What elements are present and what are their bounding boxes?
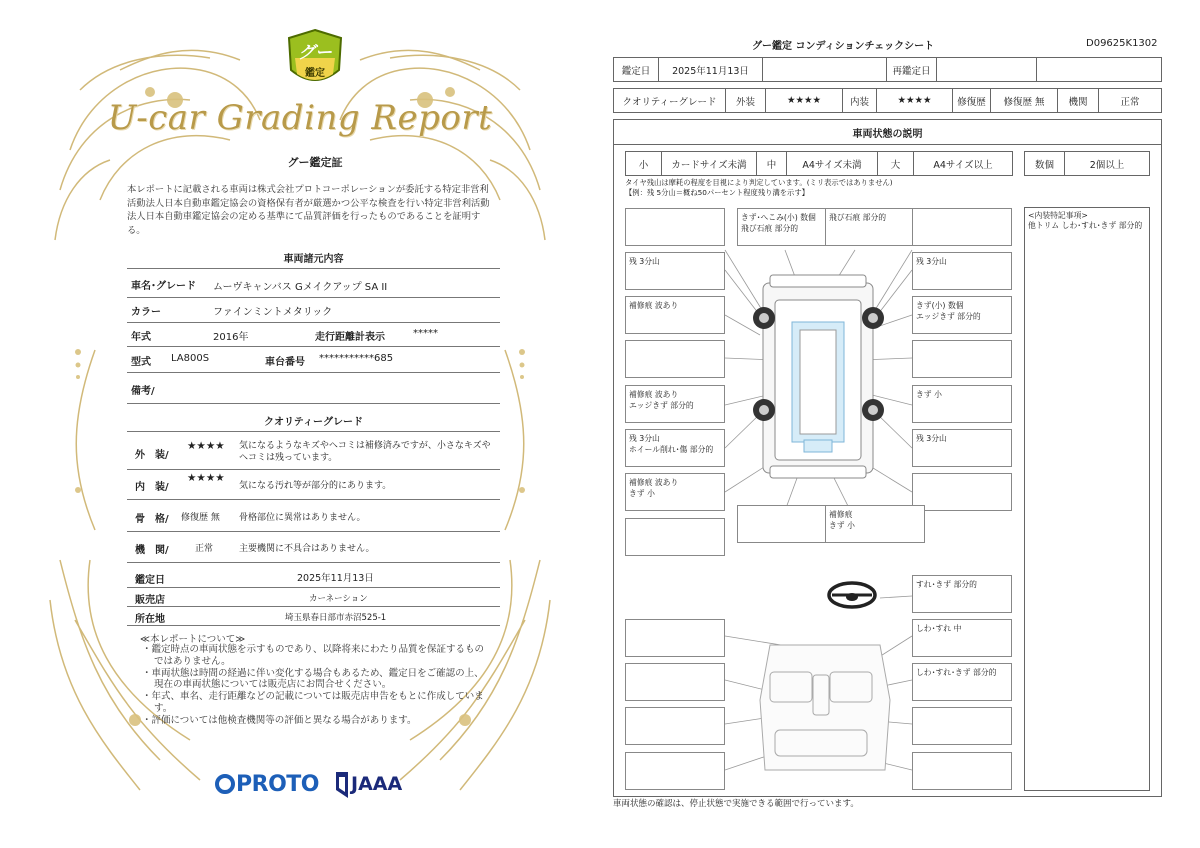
- grade-label: クオリティーグレード: [614, 89, 726, 112]
- note-item: ・年式、車名、走行距離などの記載については販売店申告をもとに作成しています。: [142, 691, 484, 714]
- note-line: エッジきず 部分的: [629, 401, 694, 410]
- note-box: [625, 752, 725, 790]
- model-value: LA800S: [171, 353, 210, 364]
- note-box-dash: [912, 619, 1012, 657]
- note-line: 残 3分山: [629, 257, 660, 266]
- engine-desc: 主要機関に不具合はありません。: [239, 544, 375, 554]
- note-item: ・評価については他検査機関等の評価と異なる場合があります。: [142, 714, 417, 726]
- note-line: しわ･すれ･きず 部分的: [916, 668, 997, 677]
- note-line: 補修痕 波あり: [629, 301, 679, 310]
- frame-desc: 骨格部位に異常はありません。: [239, 513, 366, 523]
- note-box: [912, 208, 1012, 246]
- engine-label: 機関: [1058, 89, 1099, 112]
- interior-stars: ★★★★: [187, 472, 225, 484]
- count-label: 数個: [1025, 152, 1065, 175]
- repair-label: 修復歴: [953, 89, 991, 112]
- date-value: 2025年11月13日: [659, 58, 763, 81]
- frame-value: 修復歴 無: [181, 513, 220, 523]
- color-label: カラー: [131, 307, 161, 318]
- sheet-title: グー鑑定 コンディションチェックシート: [752, 41, 935, 52]
- note-line: すれ･きず 部分的: [916, 580, 977, 589]
- sheet-footer: 車両状態の確認は、停止状態で実施できる範囲で行っています。: [613, 799, 859, 809]
- mileage-value: *****: [413, 328, 438, 339]
- note-line: しわ･すれ 中: [916, 624, 962, 633]
- size-mid: 中: [757, 152, 787, 175]
- note-box: [625, 208, 725, 246]
- count-desc: 2個以上: [1089, 159, 1125, 171]
- size-small: 小: [626, 152, 662, 175]
- frame-label: 骨 格/: [135, 514, 169, 525]
- note-line: 飛び石痕 部分的: [741, 224, 799, 233]
- color-value: ファインミントメタリック: [213, 307, 333, 318]
- note-box: [625, 707, 725, 745]
- condition-title: 車両状態の説明: [613, 119, 1162, 145]
- note-box-rear-left: [737, 505, 837, 543]
- memo-title: <内装特記事項>: [1028, 211, 1088, 220]
- interior-label: 内 装/: [135, 482, 169, 493]
- date-value: 2025年11月13日: [297, 573, 374, 584]
- note-line: 残 3分山: [916, 257, 947, 266]
- note-box-right-tire-rear: [912, 429, 1012, 467]
- note-box-steering: [912, 575, 1012, 613]
- year-value: 2016年: [213, 332, 249, 343]
- steering-wheel-icon: [829, 583, 875, 607]
- tire-note-line: 【例：残 5分山＝概ね50パーセント程度残り溝を示す】: [625, 188, 809, 197]
- note-line: 飛び石痕 部分的: [829, 213, 887, 222]
- chassis-value: ***********685: [319, 353, 394, 364]
- note-item: ・鑑定時点の車両状態を示すものであり、以降将来にわたり品質を保証するものではありません。: [142, 644, 485, 667]
- engine-label: 機 関/: [135, 545, 169, 556]
- note-box-right-rear-door: [912, 385, 1012, 423]
- note-box: [625, 518, 725, 556]
- note-line: きず･へこみ(小) 数個: [741, 213, 816, 222]
- note-box-left-rear-door: [625, 385, 725, 423]
- note-box: [912, 707, 1012, 745]
- memo-text: 他トリム しわ･すれ･きず 部分的: [1028, 221, 1143, 230]
- jaaa-logo-text: JAAA: [351, 773, 403, 795]
- note-box: [912, 752, 1012, 790]
- note-box-left-tire-rear: [625, 429, 725, 467]
- certificate-title: グー鑑定証: [287, 156, 343, 169]
- note-box-front-left: [737, 208, 837, 246]
- date-label: 鑑定日: [614, 58, 659, 81]
- sheet-code: D09625K1302: [1086, 38, 1158, 49]
- chassis-label: 車台番号: [265, 357, 305, 368]
- mileage-label: 走行距離計表示: [315, 332, 385, 343]
- dealer-label: 販売店: [135, 595, 165, 606]
- engine-value: 正常: [1120, 96, 1140, 108]
- note-line: 補修痕 波あり: [629, 478, 679, 487]
- exterior-desc: 気になるようなキズやヘコミは補修済みですが、小さなキズやヘコミは残っています。: [239, 441, 491, 463]
- note-line: 補修痕 波あり: [629, 390, 679, 399]
- note-box: [625, 619, 725, 657]
- grade-section-title: クオリティーグレード: [264, 417, 363, 428]
- dealer-value: カーネーション: [309, 594, 368, 604]
- exterior-label: 外装: [726, 89, 766, 112]
- exterior-stars: ★★★★: [187, 440, 225, 452]
- interior-stars: ★★★★: [877, 89, 953, 112]
- note-line: 残 3分山: [916, 434, 947, 443]
- note-box-right-front: [912, 296, 1012, 334]
- note-box-left-rear: [625, 473, 725, 511]
- size-small-desc: カードサイズ未満: [662, 152, 757, 175]
- note-line: ホイール削れ･傷 部分的: [629, 445, 714, 454]
- note-box-rear-center: [825, 505, 925, 543]
- address-value: 埼玉県春日部市赤沼525-1: [285, 613, 387, 623]
- size-large-desc: A4サイズ以上: [933, 159, 993, 171]
- address-label: 所在地: [135, 614, 165, 625]
- note-line: きず 小: [629, 489, 655, 498]
- notes-title: ≪本レポートについて≫: [140, 634, 246, 645]
- tire-note-line: タイヤ残山は摩耗の程度を目視により判定しています。(ミリ表示ではありません): [625, 178, 893, 187]
- engine-value: 正常: [195, 544, 214, 554]
- proto-logo-text: PROTO: [236, 772, 319, 797]
- model-label: 型式: [131, 357, 151, 368]
- note-box: [912, 340, 1012, 378]
- note-box: [625, 663, 725, 701]
- size-large: 大: [878, 152, 914, 175]
- note-line: きず 小: [829, 521, 855, 530]
- note-box: [625, 340, 725, 378]
- reinspect-label: 再鑑定日: [887, 58, 937, 81]
- interior-desc: 気になる汚れ等が部分的にあります。: [239, 481, 392, 491]
- size-mid-desc: A4サイズ未満: [787, 152, 878, 175]
- note-line: きず 小: [916, 390, 942, 399]
- note-box-left-front: [625, 296, 725, 334]
- certificate-intro: 本レポートに記載される車両は株式会社プロトコーポレーションが委託する特定非営利活動法人日本自動車鑑定協会の資格保有者が厳選かつ公平な検査を行い特定非営利活動法人日本自動車鑑定協会の定める基準にて品質評価を行ったものであることを証明する。: [127, 184, 490, 236]
- report-script-title: U-car Grading Report: [107, 98, 493, 138]
- exterior-label: 外 装/: [135, 450, 169, 461]
- badge-main-text: グー: [298, 43, 332, 63]
- remarks-label: 備考/: [131, 386, 155, 397]
- exterior-stars: ★★★★: [766, 89, 843, 112]
- note-item: ・車両状態は時間の経過に伴い変化する場合もあるため、鑑定日をご確認の上、現在の車両状態については販売店にお問合せください。: [142, 667, 484, 691]
- date-label: 鑑定日: [135, 575, 165, 586]
- badge-sub-text: 鑑定: [305, 68, 325, 79]
- repair-value: 修復歴 無: [991, 89, 1058, 112]
- year-label: 年式: [131, 332, 151, 343]
- note-line: きず(小) 数個: [916, 301, 964, 310]
- name-value: ムーヴキャンバス Gメイクアップ SA II: [213, 282, 388, 293]
- car-interior-view-icon: [760, 645, 890, 770]
- name-label: 車名･グレード: [131, 281, 196, 292]
- spec-section-title: 車両諸元内容: [283, 254, 344, 265]
- note-box-front-center: [825, 208, 925, 246]
- note-line: エッジきず 部分的: [916, 312, 981, 321]
- note-box-right-tire-front: [912, 252, 1012, 290]
- note-line: 残 3分山: [629, 434, 660, 443]
- note-box-left-tire-front: [625, 252, 725, 290]
- note-box-seat: [912, 663, 1012, 701]
- note-line: 補修痕: [829, 510, 853, 519]
- interior-label: 内装: [843, 89, 877, 112]
- note-box: [912, 473, 1012, 511]
